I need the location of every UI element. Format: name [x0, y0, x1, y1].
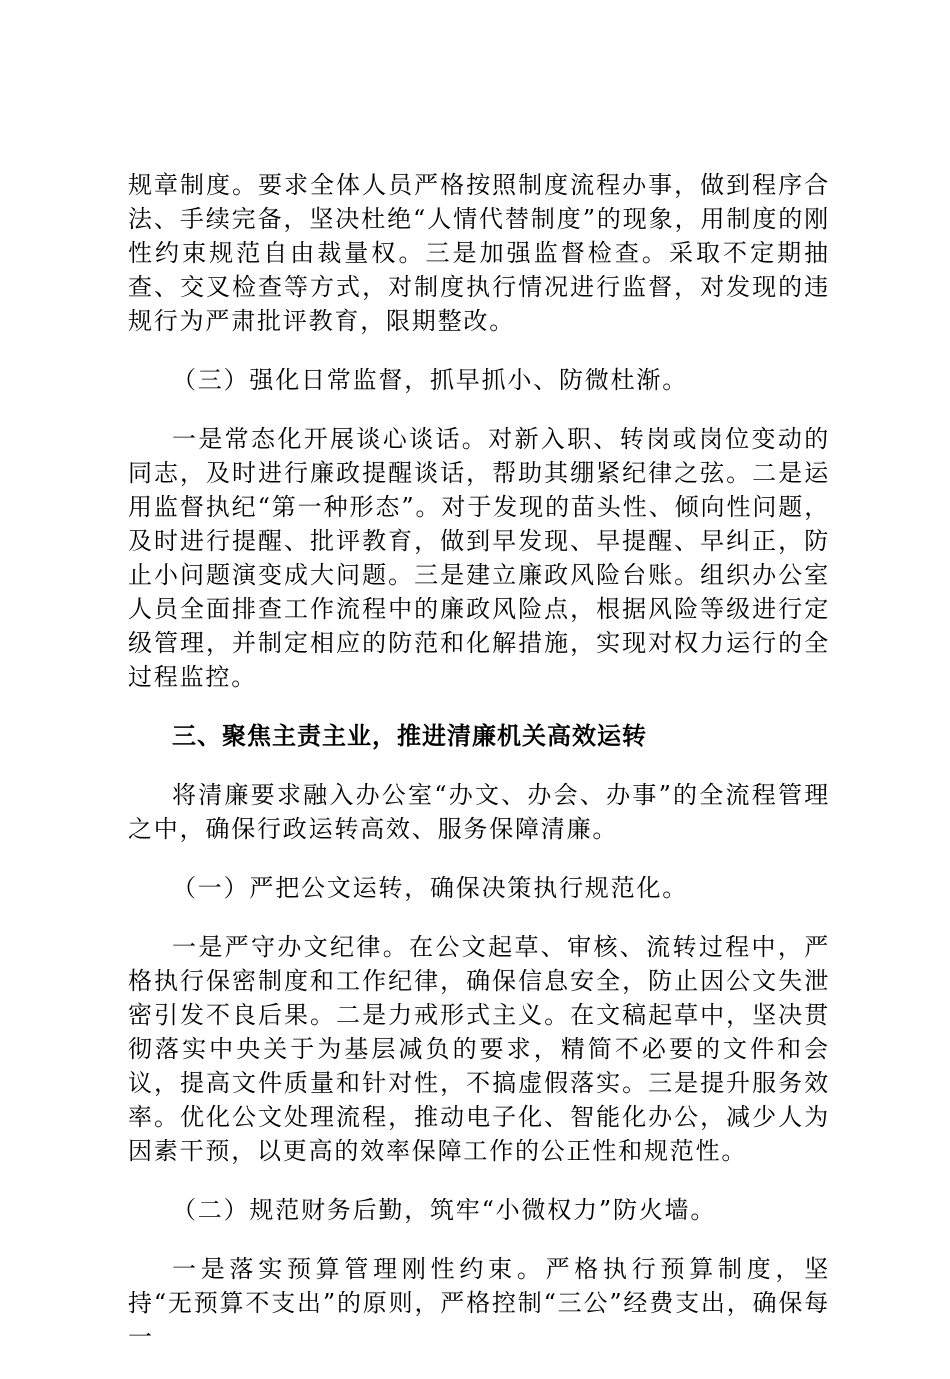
paragraph-section-three-intro: 将清廉要求融入办公室“办文、办会、办事”的全流程管理之中，确保行政运转高效、服务保障清廉。: [128, 781, 830, 843]
paragraph-daily-supervision: 一是常态化开展谈心谈话。对新入职、转岗或岗位变动的同志，及时进行廉政提醒谈话，帮助其绷紧纪律之弦。二是运用监督执纪“第一种形态”。对于发现的苗头性、倾向性问题，及时进行提醒、批评教育，做到早发现、早提醒、早纠正，防止小问题演变成大问题。三是建立廉政风险台账。组织办公室人员全面排查工作流程中的廉政风险点，根据风险等级进行定级管理，并制定相应的防范和化解措施，实现对权力运行的全过程监控。: [128, 425, 830, 691]
document-body: [128, 168, 830, 1379]
subheading-document-handling: （一）严把公文运转，确保决策执行规范化。: [172, 874, 688, 902]
section-heading-three: 三、聚焦主责主业，推进清廉机关高效运转: [172, 722, 647, 750]
subheading-finance-logistics: （二）规范财务后勤，筑牢“小微权力”防火墙。: [172, 1196, 717, 1224]
paragraph-finance-logistics: 一是落实预算管理刚性约束。严格执行预算制度，坚持“无预算不支出”的原则，严格控制“三公”经费支出，确保每一: [128, 1255, 830, 1351]
paragraph-regulations-continued: 规章制度。要求全体人员严格按照制度流程办事，做到程序合法、手续完备，坚决杜绝“人情代替制度”的现象，用制度的刚性约束规范自由裁量权。三是加强监督检查。采取不定期抽查、交叉检查等方式，对制度执行情况进行监督，对发现的违规行为严肃批评教育，限期整改。: [128, 171, 830, 335]
paragraph-document-handling: 一是严守办文纪律。在公文起草、审核、流转过程中，严格执行保密制度和工作纪律，确保信息安全，防止因公文失泄密引发不良后果。二是力戒形式主义。在文稿起草中，坚决贯彻落实中央关于为基层减负的要求，精简不必要的文件和会议，提高文件质量和针对性，不搞虚假落实。三是提升服务效率。优化公文处理流程，推动电子化、智能化办公，减少人为因素干预，以更高的效率保障工作的公正性和规范性。: [128, 933, 830, 1165]
subheading-daily-supervision: （三）强化日常监督，抓早抓小、防微杜渐。: [172, 366, 688, 394]
